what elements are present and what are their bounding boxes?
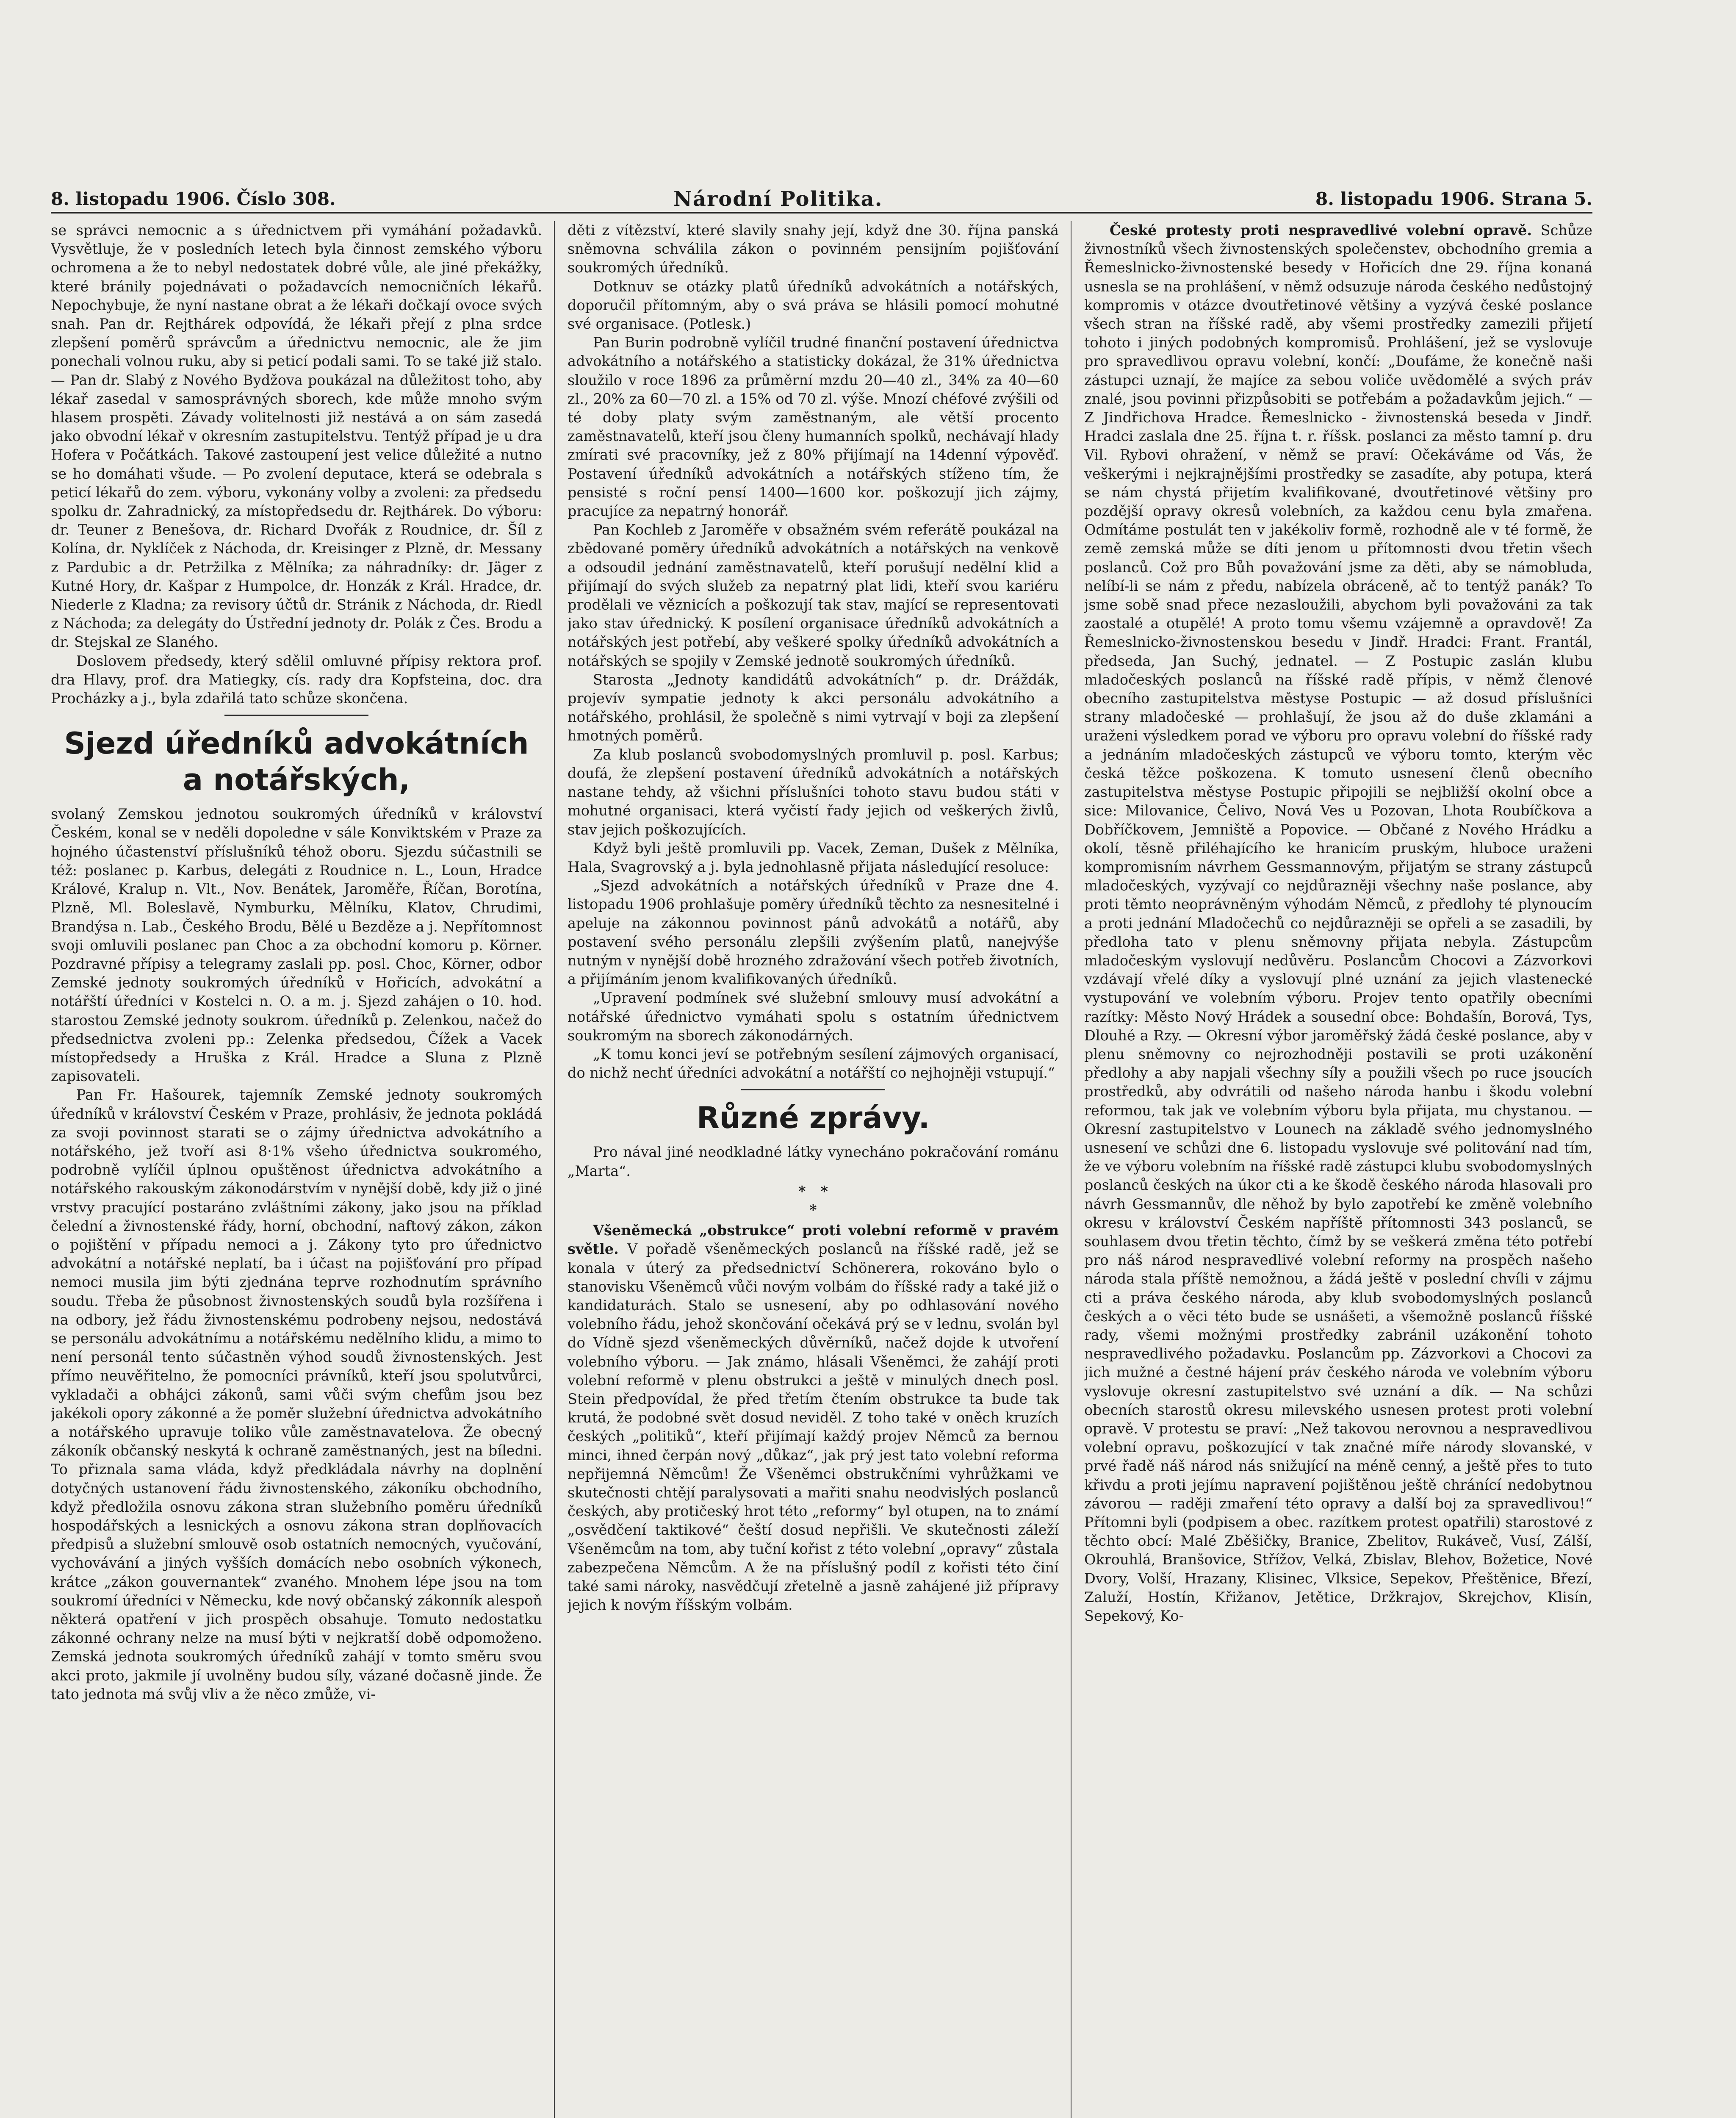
article-text: svolaný Zemskou jednotou soukromých úředníků v království Českém, konal se v neděli dopoledne v sále Konviktském v Praze za hojného účastenství příslušníků téhož oboru. Sjezdu súčastnili se též: poslanec p. Karbus, delegáti z Roudnice n. L., Loun, Hradce Králové, Kralup n. Vlt., Nov. Benátek, Jaroměře, Říčan, Borotína, Plzně, Ml. Boleslavě, Nymburku, Mělníku, Klatov, Chrudimi, Brandýsa n. Lab., Českého Brodu, Bělé u Bezděze a j. Nepřítomnost svoji omluvili poslanec pan Choc a za obchodní komoru p. Körner. Pozdravné přípisy a telegramy zaslali pp. posl. Choc, Körner, odbor Zemské jednoty soukromých úředníků v Hořicích, advokátní a notářští úředníci v Kostelci n. O. a m. j. Sjezd zahájen o 10. hod. starostou Zemské jednoty soukrom. úředníků p. Zelenkou, načež do předsednictva zvoleni pp.: Zelenka předsedou, Čížek a Vacek místopředsedy a Hruška z Král. Hradce a Sluna z Plzně zapisovateli. [51,806,542,1085]
article-text: Doslovem předsedy, který sdělil omluvné přípisy rektora prof. dra Hlavy, prof. dra Matiegky, cís. rady dra Kopfsteina, doc. dra Procházky a j., byla zdařilá tato schůze skončena. [51,652,542,707]
article-text: děti z vítězství, které slavily snahy její, když dne 30. října panská sněmovna schválila zákon o povinném pensijním pojišťování soukromých úředníků. [568,222,1059,276]
news-item-text: V pořadě všeněmeckých poslanců na říšské radě, jež se konala v úterý za předsednictví Schönerera, rokováno bylo o stanovisku Všeněmců vůči novým volbám do říšské rady a také již o kandidaturách. Stalo se usnesení, aby po odhlasování nového volebního řádu, jehož skončování očekává prý se v lednu, svolán byl do Vídně sjezd všeněmeckých důvěrníků, načež dojde k utvoření volebního výboru. — Jak známo, hlásali Všeněmci, že zahájí proti volební reformě v plenu obstrukci a ještě v minulých dnech posl. Stein předpovídal, že před třetím čtením obstrukce ta bude tak krutá, že podobné svět dosud neviděl. Z toho také v oněch kruzích českých „politiků“, kteří přijímají každý projev Němců za bernou minci, ihned čerpán nový „důkaz“, jak prý jest tato volební reforma nepřijemná Němcům! Že Všeněmci obstrukčními vyhrůžkami ve skutečnosti chtějí paralysovati a mařiti snahu neodvislých poslanců českých, aby protičeský hrot této „reformy“ byl otupen, na to známí „osvědčení taktikové“ čeští dosud nepřišli. Ve skutečnosti záleží Všeněmcům na tom, aby tuční kořist z této volební „opravy“ zůstala zabezpečena Němcům. A že na příslušný podíl z kořisti této činí také sami nároky, nasvědčují zřetelně a jasně zahájené již přípravy jejich k novým říšským volbám. [568,1241,1059,1613]
news-item-text: Schůze živnostníků všech živnostenských společenstev, obchodního gremia a Řemeslnicko-živnostenské besedy v Hořicích dne 29. října konaná usnesla se na prohlášení, v němž odsuzuje národa českého nedůstojný kompromis v otázce dvoutřetinové většiny a vyzývá české poslance všech stran na říšské radě, aby všemi prostředky zamezili přijetí tohoto i jiných podobných kompromisů. Prohlášení, jež se vyslovuje pro spravedlivou opravu volební, končí: „Doufáme, že konečně naši zástupci uznají, že majíce za sebou voliče uvědomělé a svých práv znalé, jsou povinni přizpůsobiti se potřebám a požadavkům jejich.“ — Z Jindřichova Hradce. Řemeslnicko - živnostenská beseda v Jindř. Hradci zaslala dne 25. října t. r. říšsk. poslanci za město tamní p. dru Vil. Rybovi ohražení, v němž se praví: Očekáváme od Vás, že veškerými i nejkrajnějšími prostředky se zasadíte, aby potupa, která se nám chystá přijetím kvalifikované, dvoutřetinové většiny pro pozdější opravy okresů volebních, za každou cenu byla zmařena. Odmítáme postulát ten v jakékoliv formě, rozhodně ale v té formě, že země zemská může se díti jenom u přítomnosti dvou třetin všech poslanců. Což pro Bůh považování jsme za děti, aby se námobluda, nelíbí-li se nám z předu, nabízela obráceně, ač to tentýž panák? To jsme sobě snad přece nezasloužili, abychom byli považováni za tak zaostalé a otupělé! A proto tomu všemu vzájemně a opravdově! Za Řemeslnicko-živnostenskou besedu v Jindř. Hradci: Frant. Frantál, předseda, Jan Suchý, jednatel. — Z Postupic zaslán klubu mladočeských poslanců na říšské radě přípis, v němž členové obecního zastupitelstva městyse Postupic — až dosud příslušníci strany mladočeské — prohlašují, že jsou až do duše zklamáni a uraženi výsledkem porad ve výboru pro opravu volební do říšské rady a jednáním mladočeských zástupců ve výboru tomto, kterým věc česká těžce poškozena. K tomuto usnesení členů obecního zastupitelstva městyse Postupic připojili se nejbližší okolní obce a sice: Milovanice, Čelivo, Nová Ves u Pozovan, Lhota Roubíčkova a Dobříčkovem, Jemniště a Popovice. — Občané z Nového Hrádku a okolí, těsně přiléhajícího ke hranicím pruským, hluboce uraženi kompromisním návrhem Gessmannovým, přijatým se strany zástupců mladočeských, vyzývají co nejdůrazněji všechny naše poslance, aby proti těmto neoprávněným výhodám Němců, z předlohy té plynoucím a proti jednání Mladočechů co nejdůrazněji se opřeli a se zasadili, by předloha tato v plenu sněmovny přijata nebyla. Zástupcům mladočeským vyslovují nedůvěru. Poslancům Chocovi a Zázvorkovi vzdávají vřelé díky a vyslovují plné uznání za jejich vlastenecké vystupování ve volebním výboru. Projev tento opatřily obecními razítky: Město Nový Hrádek a sousední obce: Bohdašín, Borová, Tys, Dlouhé a Rzy. — Okresní výbor jaroměřský žádá české poslance, aby v plenu sněmovny co nejrozhodněji postavili se proti uzákonění předlohy a aby napjali všechny síly a použili všech po ruce jsoucích prostředků, aby odvrátili od našeho národa hanbu i škodu volební reformou, tak jak ve volebním výboru byla přijata, mu chystanou. — Okresní zastupitelstvo v Lounech na základě svého jednomyslného usnesení ve schůzi dne 6. listopadu vyslovuje své politování nad tím, že ve výboru volebním na říšské radě zástupci klubu svobodomyslných poslanců českých na úkor cti a ke škodě českého národa hlasovali pro návrh Gessmannův, dle něhož by bylo zapotřebí ke změně volebního okresu v království Českém napříště přítomnosti 343 poslanců, se souhlasem dvou třetin těchto, čímž by se veškerá změna této potřebí pro náš národ nespravedlivé volební reformy na prospěch našeho národa stala příště nemožnou, a žádá ještě v poslední chvíli v zájmu cti a práva českého národa, aby klub svobodomyslných poslanců českých a o věci této bude se usnášeti, a všemožně poslanců říšské rady, všemi možnými prostředky zabránil uzákonění tohoto nespravedlivého požadavku. Poslancům pp. Zázvorkovi a Chocovi za jich mužné a čestné hájení práv českého národa ve volebním výboru vyslovuje okresní zastupitelstvo své uznání a dík. — Na schůzi obecních starostů okresu milevského usnesen protest proti volební opravě. V protestu se praví: „Než takovou nerovnou a nespravedlivou volební opravu, poškozující v tak značné míře národy slovanské, v prvé řadě náš národ nás snižující na méně cenný, a ještě přes to tuto křivdu a proti jejímu napravení pojištěnou ještě chránící nedobytnou závorou — raději zmaření této opravy a další boj za spravedlivou!“ Přítomni byli (podpisem a obec. razítkem protest opatřili) starostové z těchto obcí: Malé Zběšičky, Branice, Zbelitov, Rukáveč, Vusí, Zálší, Okrouhlá, Branšovice, Střížov, Velká, Zbislav, Blehov, Božetice, Nové Dvory, Volší, Hrazany, Klisinec, Vlksice, Sepekov, Přeštěnice, Březí, Zaluží, Hostín, Křižanov, Jetětice, Držkrajov, Skrejchov, Klisín, Sepekový, Ko- [1084,222,1592,1625]
section-heading: Různé zprávy. [696,1101,930,1136]
masthead-date-issue: 8. listopadu 1906. Číslo 308. [51,189,336,209]
separator-stars: * * * [798,1183,828,1218]
resolution-text: „K tomu konci jeví se potřebným sesílení zájmových organisací, do nichž nechť úředníci advokátní a notářští co nejhojněji vstupují.“ [568,1045,1059,1081]
article-text: Pan Fr. Hašourek, tajemník Zemské jednoty soukromých úředníků v království Českém v Praze, prohlásiv, že jednota pokládá za svoji povinnost starati se o zájmy úřednictva advokátního a notářského, jež tvoří asi 8·1% všeho úřednictva soukromého, podrobně vylíčil úplnou opuštěnost úřednictva advokátního a notářského rakouským zákonodárstvím v nynější době, kdy již o jiné vrstvy pracující postaráno zvláštními zákony, jako jsou na příklad čelední a živnostenské řády, horní, obchodní, naftový zákon, zákon o pojištění v případu nemoci a j. Zákony tyto pro úřednictvo advokátní a notářské neplatí, ba i účast na pojišťování pro případ nemoci musila jim býti zjednána teprve rozhodnutím správního soudu. Třeba že působnost živnostenských soudů byla rozšířena i na odbory, jež řádu živnostenskému podrobeny nejsou, nedostává se personálu advokátnímu a notářskému nedělního klidu, a mimo to není personál tento súčastněn výhod soudů živnostenských. Jest přímo neuvěřitelno, že pomocníci právníků, kteří jsou spolutvůrci, vykladači a obhájci zákonů, sami vůči svým chefům jsou bez jakékoli opory zákonné a že poměr služební úřednictva advokátního a notářského upravuje toliko vůle zaměstnavatelova. Že obecný zákoník občanský neskytá k ochraně zaměstnaných, jest na bíledni. To přiznala sama vláda, když předkládala návrhy na doplnění dotyčných ustanovení řádu živnostenského, zákoníku obchodního, když předložila osnovu zákona stran služebního poměru úředníků hospodářských a lesnických a osnovu zákona stran doplňovacích předpisů a služební smlouvě osob ostatních nemocných, vyučování, vychovávání a jiných vyšších domácích nebo osobních výkonech, krátce „zákon gouvernantek“ zvaného. Mnohem lépe jsou na tom soukromí úředníci v Německu, kde nový občanský zákonník alespoň některá opatření v jich prospěch obsahuje. Tomuto nedostatku zákonné ochrany nelze na musí býti v nejkratší době odpomoženo. Zemská jednota soukromých úředníků zahájí v tomto směru svou akci proto, jakmile jí uvolněny budou síly, vázané dočasně jinde. Že tato jednota má svůj vliv a že něco zmůže, vi- [51,1087,542,1702]
article-text: se správci nemocnic a s úřednictvem při vymáhání požadavků. Vysvětluje, že v posledních letech byla činnost zemského výboru ochromena a že to nebyl nedostatek dobré vůle, ale jiné překážky, které bránily pojednávati o požadavcích nemocničních lékařů. Nepochybuje, že nyní nastane obrat a že lékaři dočkají ovoce svých snah. Pan dr. Rejthárek odpovídá, že lékaři přejí z plna srdce zlepšení poměrů správcům a úřednictvu nemocnic, ale že jim ponechali volnou ruku, aby si peticí podali sami. To se také již stalo. — Pan dr. Slabý z Nového Bydžova poukázal na důležitost toho, aby lékař zasedal v samosprávných sborech, kde může mnoho svým hlasem prospěti. Závady volitelnosti již nestává a on sám zasedá jako obvodní lékař v okresním zastupitelstvu. Tentýž případ je u dra Hofera v Počátkách. Takové zastoupení jest velice důležité a nutno se ho domáhati všude. — Po zvolení deputace, která se odebrala s peticí lékařů do zem. výboru, vykonány volby a zvoleni: za předsedu spolku dr. Zahradnický, za místopředsedu dr. Rejthárek. Do výboru: dr. Teuner z Benešova, dr. Richard Dvořák z Roudnice, dr. Šíl z Kolína, dr. Nyklíček z Náchoda, dr. Kreisinger z Plzně, dr. Messany z Pardubic a dr. Petržilka z Mělníka; za náhradníky: dr. Jäger z Kutné Hory, dr. Kašpar z Humpolce, dr. Honzák z Král. Hradce, dr. Niederle z Kladna; za revisory účtů dr. Stránik z Náchoda, dr. Riedl z Náchoda; za delegáty do Ústřední jednoty dr. Polák z Čes. Brodu a dr. Stejskal ze Slaného. [51,222,542,651]
resolution-text: „Upravení podmínek své služební smlouvy musí advokátní a notářské úřednictvo vymáhati spolu s ostatním úřednictvem soukromým na sborech zákonodárných. [568,990,1059,1044]
column-2 [568,221,1059,2118]
masthead-date-page: 8. listopadu 1906. Strana 5. [1315,189,1592,209]
article-text: Pan Burin podrobně vylíčil trudné finanční postavení úřednictva advokátního a notářského a statisticky dokázal, že 31% úřednictva sloužilo v roce 1896 za průměrní mzdu 20—40 zl., 34% za 40—60 zl., 20% za 60—70 zl. a 15% od 70 zl. výše. Mnozí chéfové zvýšili od té doby platy svým zaměstnaným, ale větší procento zaměstnavatelů, kteří jsou členy humanních spolků, nechávají hlady zmírati své pracovníky, jež z 80% přijímají na 14denní výpověď. Postavení úředníků advokátních a notářských stíženo tím, že pensisté s roční pensí 1400—1600 kor. poškozují jich zájmy, pracujíce za nepatrný honorář. [568,334,1059,520]
column-rule-2 [1071,221,1072,2118]
news-item-title: České protesty proti nespravedlivé volební opravě. [1110,222,1532,238]
column-1 [51,221,542,2118]
article-heading: Sjezd úředníků advokátních a notářských, [64,726,529,798]
article-text: Když byli ještě promluvili pp. Vacek, Zeman, Dušek z Mělníka, Hala, Svagrovský a j. byla jednohlasně přijata následující resoluce: [568,840,1059,875]
masthead-title: Národní Politika. [673,187,883,211]
section-divider [741,1089,885,1090]
masthead [51,186,1592,213]
notice-text: Pro nával jiné neodkladné látky vynecháno pokračování románu „Marta“. [568,1144,1059,1179]
article-text: Dotknuv se otázky platů úředníků advokátních a notářských, doporučil přítomným, aby o svá práva se hlásili pomocí mohutné své organisace. (Potlesk.) [568,278,1059,333]
section-divider [224,715,368,716]
article-text: Za klub poslanců svobodomyslných promluvil p. posl. Karbus; doufá, že zlepšení postavení úředníků advokátních a notářských nastane tehdy, až všichni příslušníci tohoto stavu budou státi v mohutné organisaci, která vyčistí řady jejich od veškerých živlů, stav jejich poškozujících. [568,746,1059,838]
article-text: Starosta „Jednoty kandidátů advokátních“ p. dr. Dráždák, projevív sympatie jednoty k akci personálu advokátního a notářského, prohlásil, že společně s nimi vytrvají v boji za zlepšení hmotných poměrů. [568,671,1059,744]
resolution-text: „Sjezd advokátních a notářských úředníků v Praze dne 4. listopadu 1906 prohlašuje poměry úředníků těchto za nesnesitelné i apeluje na zákonnou povinnost pánů advokátů a notářů, aby postavení svého personálu zlepšili zvýšením platů, nanejvýše nutným v nynější době hrozného zdražování všech potřeb životních, a přijímáním jenom kvalifikovaných úředníků. [568,877,1059,988]
article-text: Pan Kochleb z Jaroměře v obsažném svém referátě poukázal na zbědované poměry úředníků advokátních a notářských na venkově a odsoudil jednání zaměstnavatelů, kteří porušují nedělní klid a přijímají do svých služeb za nepatrný plat lidi, kteří svou kariéru prodělali ve věznicích a poškozují tak stav, mající se representovati jako stav úřednický. K posílení organisace úředníků advokátních a notářských jest potřebí, aby veškeré spolky úředníků advokátních a notářských se spojily v Zemské jednotě soukromých úředníků. [568,521,1059,669]
column-3 [1084,221,1592,2118]
column-rule-1 [554,221,555,2118]
news-item-title: Všeněmecká „obstrukce“ proti volební reformě v pravém světle. [568,1222,1059,1258]
